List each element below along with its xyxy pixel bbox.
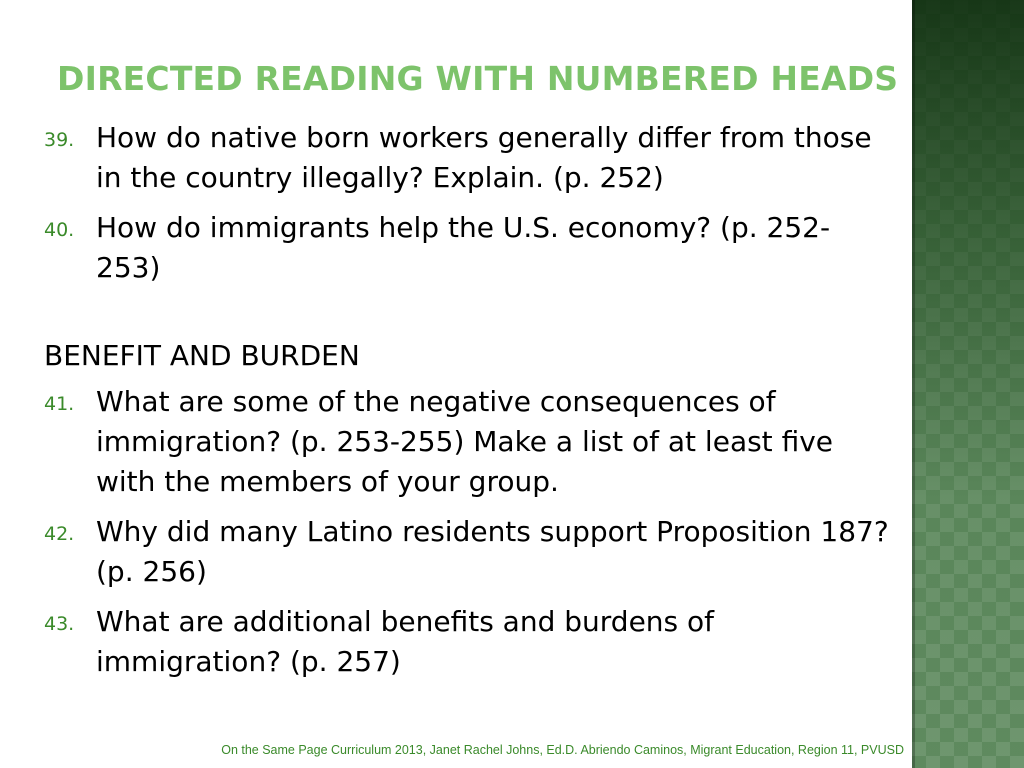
question-item [44, 208, 894, 288]
decorative-side-band [912, 0, 1024, 768]
section-heading: BENEFIT AND BURDEN [44, 339, 360, 372]
slide-title: DIRECTED READING WITH NUMBERED HEADS [57, 59, 899, 98]
question-number: 43. [44, 613, 75, 635]
question-text: How do immigrants help the U.S. economy? (p. 252-253) [96, 211, 831, 284]
question-number: 40. [44, 219, 75, 241]
question-text: What are some of the negative consequences of immigration? (p. 253-255) Make a list of at least five with the members of your group. [96, 385, 833, 498]
question-item [44, 512, 894, 592]
question-text: How do native born workers generally differ from those in the country illegally? Explain. (p. 252) [96, 121, 872, 194]
question-text: What are additional benefits and burdens of immigration? (p. 257) [96, 605, 715, 678]
question-item [44, 118, 894, 198]
question-number: 39. [44, 129, 75, 151]
question-number: 42. [44, 523, 75, 545]
question-number: 41. [44, 393, 75, 415]
slide-footer: On the Same Page Curriculum 2013, Janet Rachel Johns, Ed.D. Abriendo Caminos, Migrant Education, Region 11, PVUSD [221, 743, 904, 757]
question-item [44, 602, 894, 682]
slide-content [44, 118, 894, 692]
question-item [44, 382, 894, 502]
spacer [44, 298, 894, 336]
question-text: Why did many Latino residents support Proposition 187? (p. 256) [96, 515, 889, 588]
